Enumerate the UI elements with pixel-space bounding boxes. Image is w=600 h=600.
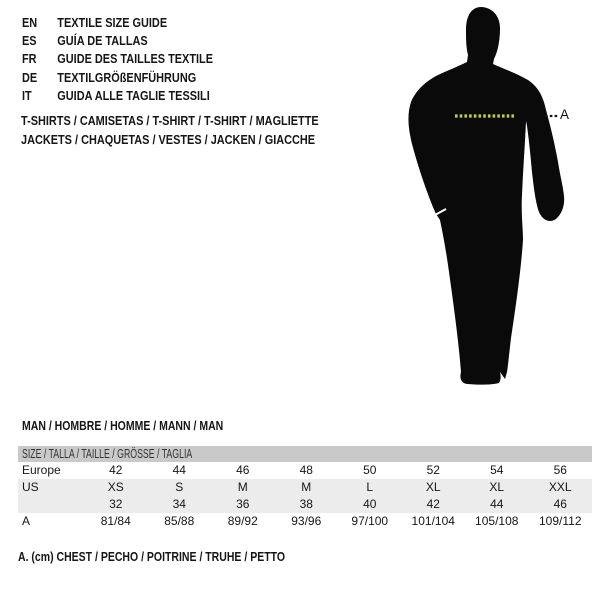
table-row-europe (18, 462, 592, 479)
cell: S (175, 480, 184, 494)
cell: XXL (548, 480, 572, 494)
cell: 89/92 (227, 514, 258, 528)
cell: XL (425, 480, 441, 494)
cell: 97/100 (351, 514, 389, 528)
language-code: ES (22, 33, 37, 49)
size-table (18, 446, 592, 530)
language-code: IT (22, 88, 32, 104)
cell: L (366, 480, 374, 494)
section-title: MAN / HOMBRE / HOMME / MANN / MAN (22, 419, 224, 433)
language-row (22, 50, 213, 68)
language-code: EN (22, 14, 38, 30)
row-label: A (22, 514, 31, 528)
cell: 109/112 (539, 514, 582, 528)
cell: XL (489, 480, 505, 494)
cell: 50 (363, 463, 377, 477)
table-header-label: SIZE / TALLA / TAILLE / GRÖSSE / TAGLIA (22, 447, 193, 461)
cell: 42 (426, 497, 440, 511)
language-text: TEXTILE SIZE GUIDE (57, 14, 168, 30)
cell: 46 (236, 463, 250, 477)
cell: 52 (426, 463, 440, 477)
row-label: US (22, 480, 39, 494)
measurement-footnote: A. (cm) CHEST / PECHO / POITRINE / TRUHE / PETTO (18, 550, 286, 564)
language-row (22, 87, 213, 105)
cell: 101/104 (411, 514, 455, 528)
table-row-chest-cm (18, 513, 592, 530)
cell: 42 (109, 463, 123, 477)
cell: 81/84 (100, 514, 131, 528)
language-row (22, 31, 213, 49)
category-line-1: T-SHIRTS / CAMISETAS / T-SHIRT / T-SHIRT / MAGLIETTE (21, 113, 319, 128)
table-row-us (18, 479, 592, 496)
language-code: FR (22, 51, 37, 67)
table-row-us-numeric (18, 496, 592, 513)
man-silhouette (408, 7, 564, 385)
language-text: GUIDA ALLE TAGLIE TESSILI (57, 88, 210, 104)
cell: 34 (172, 497, 186, 511)
language-text: TEXTILGRÖßENFÜHRUNG (57, 69, 197, 85)
cell: 36 (236, 497, 250, 511)
cell: XS (107, 480, 124, 494)
language-code: DE (22, 69, 38, 85)
cell: 48 (299, 463, 313, 477)
cell: 46 (553, 497, 567, 511)
language-list (22, 13, 249, 105)
cell: 40 (363, 497, 377, 511)
row-label: Europe (22, 463, 61, 477)
cell: 38 (299, 497, 313, 511)
cell: 105/108 (475, 514, 519, 528)
cell: M (237, 480, 248, 494)
language-row (22, 13, 213, 31)
language-row (22, 68, 213, 86)
cell: 85/88 (164, 514, 195, 528)
cell: 54 (490, 463, 504, 477)
measurement-label-a: A (560, 107, 570, 122)
category-line-2: JACKETS / CHAQUETAS / VESTES / JACKEN / GIACCHE (21, 131, 316, 147)
cell: 32 (109, 497, 123, 511)
cell: 56 (553, 463, 567, 477)
cell: 44 (172, 463, 186, 477)
language-text: GUIDE DES TAILLES TEXTILE (57, 51, 214, 67)
cell: 93/96 (291, 514, 322, 528)
table-header (18, 446, 592, 462)
language-text: GUÍA DE TALLAS (57, 33, 148, 49)
cell: M (301, 480, 312, 494)
cell: 44 (490, 497, 504, 511)
category-heading (21, 113, 375, 150)
